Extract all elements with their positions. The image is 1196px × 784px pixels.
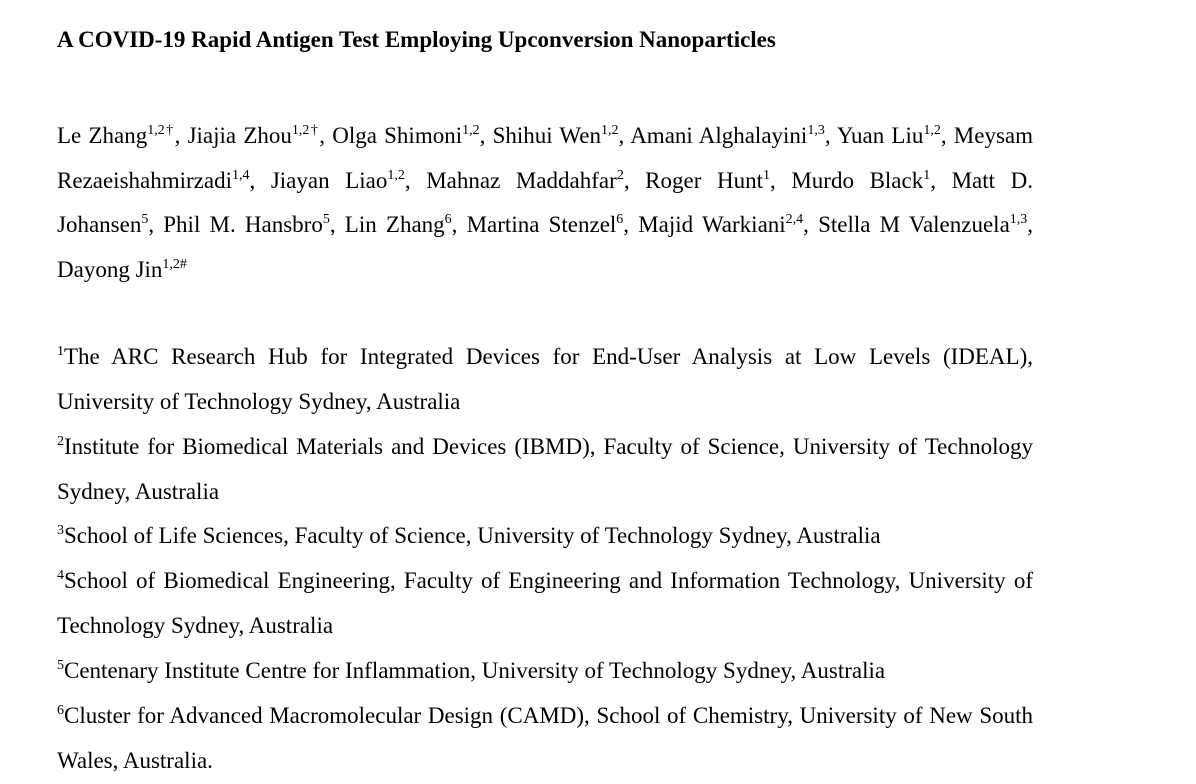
- author-affiliation-marker: 1,2†: [147, 123, 175, 138]
- author-affiliation-marker: 1,3: [807, 123, 825, 138]
- author-name: Le Zhang: [57, 123, 148, 148]
- affiliation-number: 3: [57, 523, 64, 539]
- author-affiliation-marker: 1: [923, 167, 931, 183]
- affiliation-1: [57, 335, 1033, 425]
- author-entry: [426, 168, 624, 193]
- author-entry: [638, 212, 803, 237]
- author-affiliation-marker: 6: [616, 212, 624, 228]
- author-entry: [332, 123, 479, 148]
- author-name: Mahnaz Maddahfar: [426, 167, 617, 193]
- author-name: Jiajia Zhou: [187, 123, 292, 148]
- affiliation-number: 2: [57, 433, 64, 449]
- author-affiliation-marker: 1: [763, 167, 770, 183]
- affiliation-text: School of Life Sciences, Faculty of Science, University of Technology Sydney, Australia: [64, 523, 881, 549]
- affiliation-text: Centenary Institute Centre for Inflammation, University of Technology Sydney, Australia: [64, 658, 886, 684]
- author-affiliation-marker: 1,2†: [291, 123, 320, 138]
- author-affiliation-marker: 2: [616, 167, 624, 183]
- affiliation-number: 6: [57, 703, 64, 719]
- affiliation-text: School of Biomedical Engineering, Faculty of Engineering and Information Technology, University of Technology Sydney, Australia: [57, 568, 1033, 639]
- author-entry: [467, 212, 624, 237]
- affiliation-4: [57, 559, 1033, 649]
- author-affiliation-marker: 1,2#: [162, 257, 187, 273]
- author-name: Martina Stenzel: [466, 212, 617, 238]
- author-entry: [818, 212, 1027, 237]
- author-entry: [493, 123, 619, 148]
- author-list: Le Zhang$^{1,2\dagger}$, Jiajia Zhou$^{1,2\dagger}$, Olga Shimoni$^{1,2}$, Shihui Wen$^{1,2}$, Amani Alghalayini$^{1,3}$, Yuan Liu$^{1,2}$, Meysam Rezaeishahmirzadi$^{1,4}$, Jiayan Liao$^{1,2}$, Mahnaz Maddahfar$^2$, Roger Hunt$^1$, Murdo Black$^1$, Matt D. Johansen$^5$, Phil M. Hansbro$^5$, Lin Zhang$^6$, Martina Stenzel$^6$, Majid Warkiani$^{2,4}$, Stella M Valenzuela$^{1,3}$, Dayong Jin$^{1,2\#}$: [57, 123, 1034, 283]
- author-affiliation-marker: 1,2: [387, 167, 405, 183]
- author-affiliation-marker: 1,4: [231, 167, 250, 183]
- affiliation-3: [57, 514, 1033, 559]
- author-entry: [271, 168, 405, 193]
- affiliation-text: The ARC Research Hub for Integrated Devices for End-User Analysis at Low Levels (IDEAL), University of Technology Sydney, Australia: [57, 343, 1033, 414]
- affiliation-5: [57, 649, 1033, 694]
- author-affiliation-marker: 2,4: [785, 212, 804, 228]
- author-affiliation-marker: 5: [322, 212, 330, 228]
- author-name: Lin Zhang: [344, 212, 445, 238]
- author-affiliation-marker: 5: [141, 212, 149, 228]
- affiliation-text: Cluster for Advanced Macromolecular Design (CAMD), School of Chemistry, University of New South Wales, Australia.: [57, 703, 1033, 773]
- author-name: Murdo Black: [791, 167, 924, 193]
- paper-page: [57, 22, 1033, 784]
- author-entry: [163, 212, 330, 237]
- author-entry: [630, 123, 825, 148]
- affiliation-list: [57, 335, 1033, 784]
- author-affiliation-marker: 1,3: [1009, 212, 1028, 228]
- author-name: Phil M. Hansbro: [163, 212, 323, 238]
- author-name: Stella M Valenzuela: [818, 212, 1010, 238]
- author-affiliation-marker: 1,2: [462, 123, 480, 138]
- author-name: Jiayan Liao: [270, 167, 388, 193]
- author-name: Shihui Wen: [492, 123, 601, 148]
- author-entry: [837, 123, 941, 148]
- paper-title: A COVID-19 Rapid Antigen Test Employing Upconversion Nanoparticles: [57, 27, 776, 52]
- affiliation-text: Institute for Biomedical Materials and Devices (IBMD), Faculty of Science, University of Technology Sydney, Australia: [57, 433, 1033, 504]
- author-name: Majid Warkiani: [638, 212, 786, 238]
- author-entry: [645, 168, 770, 193]
- author-entry: [57, 257, 187, 282]
- affiliation-number: 4: [57, 568, 64, 584]
- author-entry: [57, 123, 175, 148]
- author-affiliation-marker: 6: [444, 212, 452, 228]
- affiliation-number: 1: [57, 343, 64, 359]
- affiliation-6: [57, 694, 1033, 784]
- author-affiliation-marker: 1,2: [923, 123, 941, 138]
- author-entry: [791, 168, 930, 193]
- author-name: Meysam Rezaeishahmirzadi: [57, 123, 1034, 193]
- author-name: Amani Alghalayini: [630, 123, 808, 148]
- author-entry: [345, 212, 452, 237]
- author-name: Roger Hunt: [645, 167, 763, 193]
- affiliation-2: [57, 425, 1033, 515]
- author-entry: [188, 123, 320, 148]
- author-name: Dayong Jin: [57, 257, 163, 283]
- author-affiliation-marker: 1,2: [601, 123, 619, 138]
- author-name: Olga Shimoni: [332, 123, 463, 148]
- author-name: Matt D. Johansen: [57, 167, 1034, 238]
- affiliation-number: 5: [57, 658, 64, 674]
- author-name: Yuan Liu: [836, 123, 924, 148]
